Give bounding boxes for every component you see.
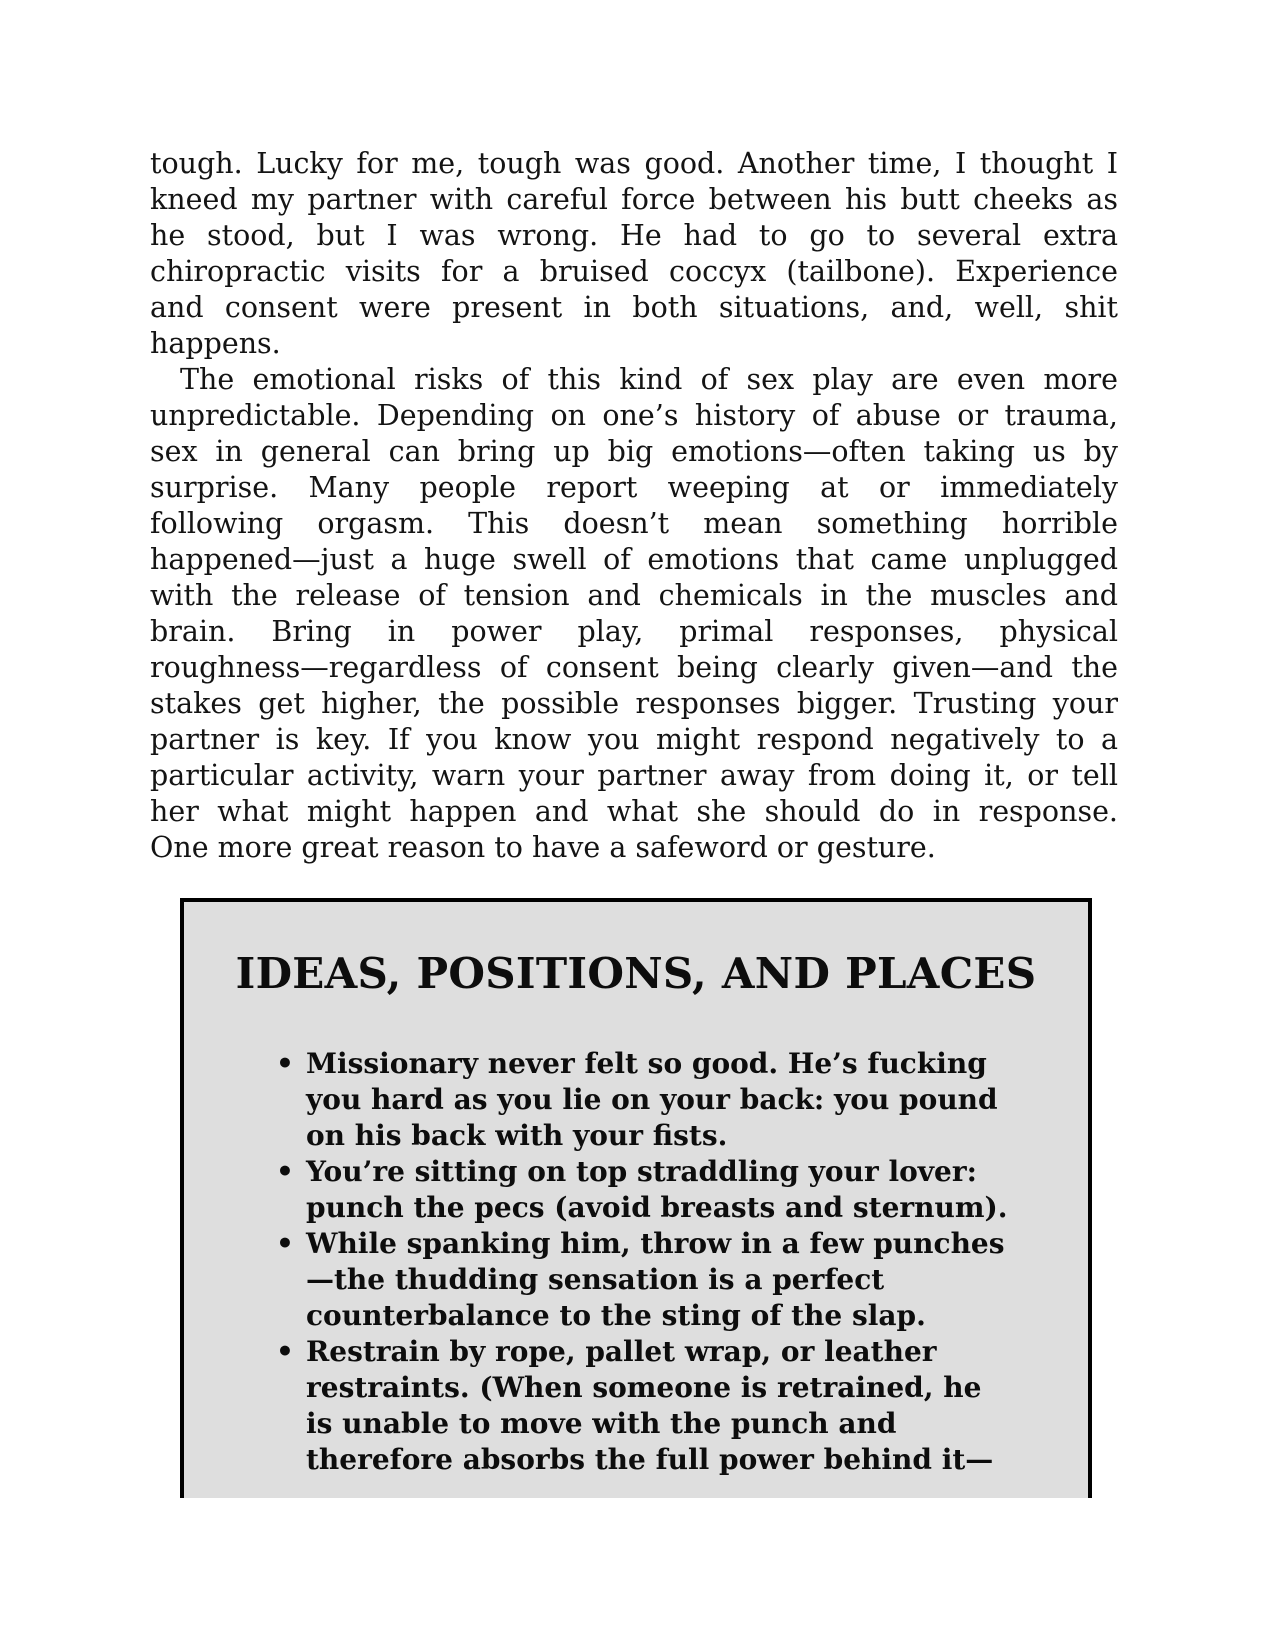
text-line: and consent were present in both situations, and, well, shit xyxy=(150,291,1118,324)
text-line: stakes get higher, the possible responses bigger. Trusting your xyxy=(150,687,1118,720)
text-line: chiropractic visits for a bruised coccyx (tailbone). Experience xyxy=(150,255,1118,288)
list-item xyxy=(276,1154,1056,1226)
text-line: partner is key. If you know you might respond negatively to a xyxy=(150,723,1118,756)
list-item xyxy=(276,1334,1056,1478)
text-line: kneed my partner with careful force between his butt cheeks as xyxy=(150,183,1118,216)
list-item-line: you hard as you lie on your back: you pound xyxy=(306,1083,998,1116)
text-line: The emotional risks of this kind of sex play are even more xyxy=(180,363,1118,396)
body-text xyxy=(150,146,1118,866)
list-item-line: on his back with your fists. xyxy=(306,1119,728,1152)
list-item-line: restraints. (When someone is retrained, he xyxy=(306,1371,982,1404)
paragraph-2 xyxy=(150,362,1118,866)
list-item xyxy=(276,1226,1056,1334)
bullet-icon: • xyxy=(276,1335,294,1368)
text-line: sex in general can bring up big emotions—often taking us by xyxy=(150,435,1118,468)
text-line: with the release of tension and chemicals in the muscles and xyxy=(150,579,1118,612)
list-item-line: —the thudding sensation is a perfect xyxy=(306,1263,885,1296)
list-item xyxy=(276,1046,1056,1154)
text-line: particular activity, warn your partner away from doing it, or tell xyxy=(150,759,1118,792)
text-line: happens. xyxy=(150,327,281,360)
text-line: surprise. Many people report weeping at or immediately xyxy=(150,471,1118,504)
sidebar-box xyxy=(180,898,1092,1498)
text-line: he stood, but I was wrong. He had to go to several extra xyxy=(150,219,1118,252)
bullet-list xyxy=(276,1046,1056,1478)
list-item-line: You’re sitting on top straddling your lover: xyxy=(306,1155,977,1188)
bullet-icon: • xyxy=(276,1047,294,1080)
list-item-line: While spanking him, throw in a few punches xyxy=(306,1227,1005,1260)
list-item-line: punch the pecs (avoid breasts and sternum). xyxy=(306,1191,1008,1224)
bullet-icon: • xyxy=(276,1227,294,1260)
text-line: One more great reason to have a safeword or gesture. xyxy=(150,831,936,864)
sidebar-title: IDEAS, POSITIONS, AND PLACES xyxy=(235,949,1037,998)
paragraph-1 xyxy=(150,146,1118,362)
text-line: tough. Lucky for me, tough was good. Another time, I thought I xyxy=(150,147,1118,180)
bullet-icon: • xyxy=(276,1155,294,1188)
text-line: following orgasm. This doesn’t mean something horrible xyxy=(150,507,1118,540)
list-item-line: counterbalance to the sting of the slap. xyxy=(306,1299,926,1332)
list-item-line: therefore absorbs the full power behind it— xyxy=(306,1443,994,1476)
text-line: brain. Bring in power play, primal responses, physical xyxy=(150,615,1118,648)
list-item-line: is unable to move with the punch and xyxy=(306,1407,897,1440)
text-line: happened—just a huge swell of emotions that came unplugged xyxy=(150,543,1118,576)
text-line: her what might happen and what she should do in response. xyxy=(150,795,1118,828)
text-line: roughness—regardless of consent being clearly given—and the xyxy=(150,651,1118,684)
list-item-line: Restrain by rope, pallet wrap, or leather xyxy=(306,1335,937,1368)
text-line: unpredictable. Depending on one’s history of abuse or trauma, xyxy=(150,399,1118,432)
list-item-line: Missionary never felt so good. He’s fucking xyxy=(306,1047,987,1080)
